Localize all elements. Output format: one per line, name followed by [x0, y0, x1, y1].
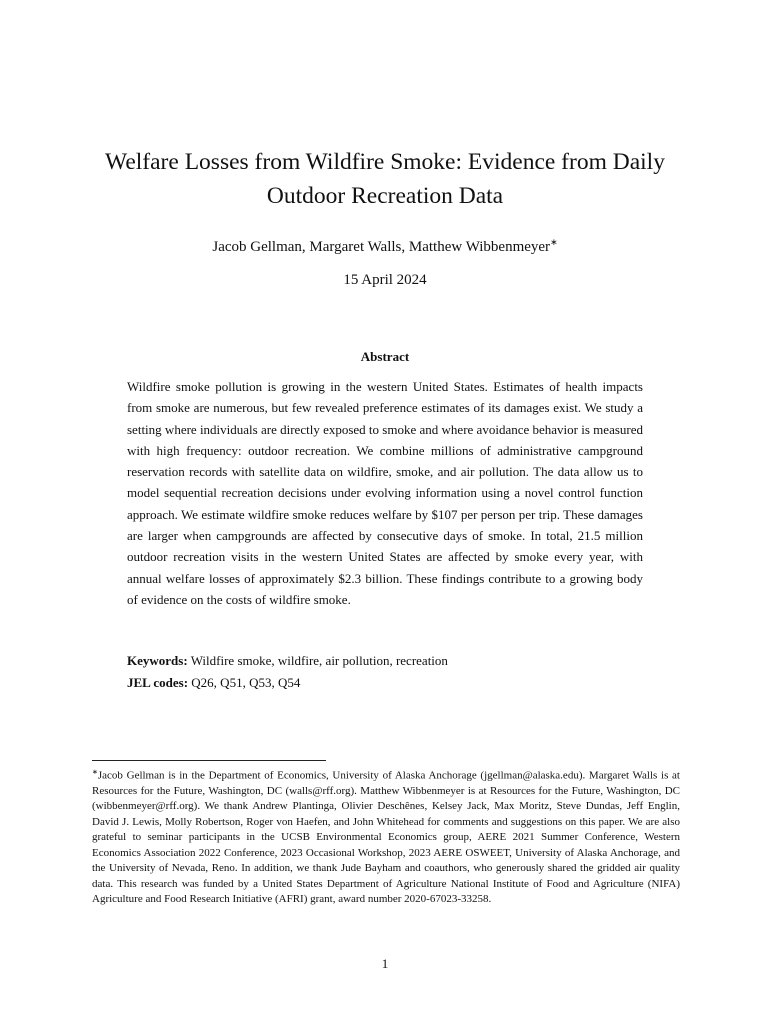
keywords-label: Keywords:: [127, 653, 188, 668]
footnote-text: Jacob Gellman is in the Department of Economics, University of Alaska Anchorage (jgellman@alaska.edu). Margaret Walls is at Resources for the Future, Washington, DC (walls@rff.org). Matthew Wibbenmeyer is at Resources for the Future, Washington, DC (wibbenmeyer@rff.org). We thank Andrew Plantinga, Olivier Deschênes, Kelsey Jack, Max Moritz, Steve Dundas, Jeff Englin, David J. Lewis, Molly Robertson, Roger von Haefen, and John Whitehead for comments and suggestions on this paper. We are also grateful to seminar participants in the UCSB Environmental Economics group, AERE 2021 Summer Conference, Western Economics Association 2022 Conference, 2023 Occasional Workshop, 2023 AERE OSWEET, University of Alaska Anchorage, and the University of Nevada, Reno. In addition, we thank Jude Bayham and coauthors, who generously shared the gridded air quality data. This research was funded by a United States Department of Agriculture National Institute of Food and Agriculture (NIFA) Agriculture and Food Research Initiative (AFRI) grant, award number 2020-67023-33258.: [92, 769, 680, 905]
jel-codes-line: [127, 673, 643, 693]
keywords-line: [127, 651, 643, 671]
footnote-divider: [92, 760, 326, 761]
abstract-heading: Abstract: [360, 349, 410, 364]
author-footnote-mark: ∗: [550, 237, 558, 247]
author-names: Jacob Gellman, Margaret Walls, Matthew Wibbenmeyer: [212, 239, 551, 255]
footnote-mark: ∗: [92, 768, 98, 776]
paper-title: Welfare Losses from Wildfire Smoke: Evidence from Daily Outdoor Recreation Data: [105, 149, 665, 209]
abstract-text: Wildfire smoke pollution is growing in the western United States. Estimates of health impacts from smoke are numerous, but few revealed preference estimates of its damages exist. We study a setting where individuals are directly exposed to smoke and where avoidance behavior is measured with high frequency: outdoor recreation. We combine millions of administrative campground reservation records with satellite data on wildfire, smoke, and air pollution. The data allow us to model sequential recreation decisions under evolving information using a novel control function approach. We estimate wildfire smoke reduces welfare by $107 per person per trip. These damages are larger when campgrounds are affected by consecutive days of smoke. In total, 21.5 million outdoor recreation visits in the western United States are affected by smoke every year, with annual welfare losses of approximately $2.3 billion. These findings contribute to a growing body of evidence on the costs of wildfire smoke.: [127, 379, 643, 607]
keywords-value: Wildfire smoke, wildfire, air pollution, recreation: [190, 653, 448, 668]
author-line: [80, 232, 690, 257]
jel-codes-value: Q26, Q51, Q53, Q54: [191, 675, 301, 690]
jel-codes-label: JEL codes:: [127, 675, 189, 690]
paper-date: 15 April 2024: [343, 272, 427, 288]
page-number: 1: [381, 956, 389, 971]
footnote: [92, 765, 680, 907]
